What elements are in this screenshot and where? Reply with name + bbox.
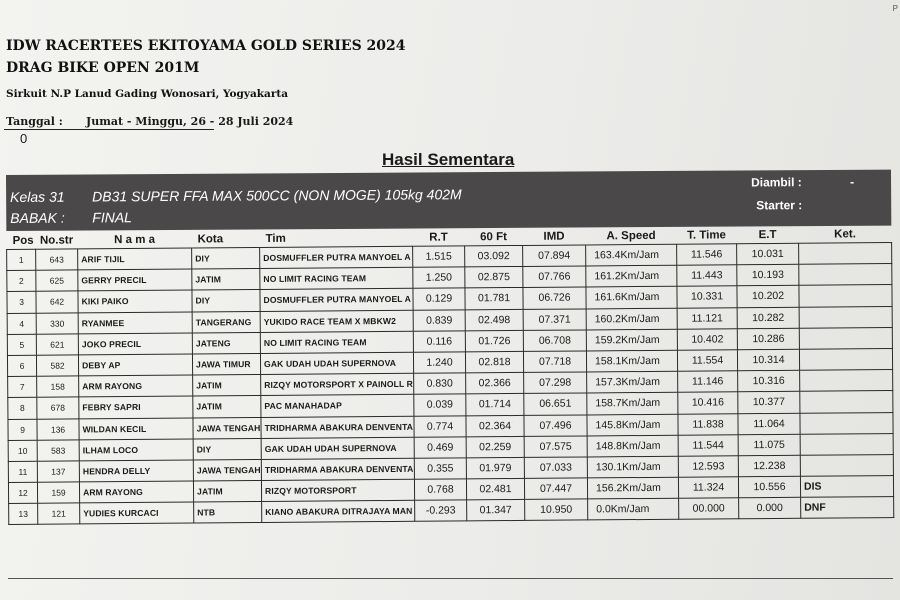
cell-start-number: 583 [37, 440, 79, 462]
cell-60ft: 03.092 [465, 245, 523, 267]
cell-note [799, 243, 892, 265]
cell-imd: 07.033 [524, 457, 587, 479]
cell-reaction-time: 0.116 [413, 331, 465, 353]
cell-team: RIZQY MOTORSPORT [261, 479, 414, 501]
results-body [7, 243, 894, 525]
cell-city: TANGERANG [192, 311, 260, 333]
cell-60ft: 01.726 [465, 330, 523, 352]
cell-rider-name: GERRY PRECIL [78, 269, 192, 291]
date-underline [4, 129, 214, 130]
cell-imd: 07.496 [524, 414, 587, 436]
cell-team: TRIDHARMA ABAKURA DENVENTA [261, 458, 414, 480]
cell-60ft: 02.259 [466, 436, 524, 458]
cell-imd: 07.447 [524, 478, 587, 500]
cell-elapsed-time: 10.314 [737, 349, 799, 371]
cell-60ft: 02.481 [466, 478, 524, 500]
cell-reaction-time: 0.830 [414, 373, 466, 395]
cell-elapsed-time: 10.031 [737, 243, 799, 265]
kelas-label: Kelas 31 [10, 188, 65, 205]
cell-team: NO LIMIT RACING TEAM [260, 267, 413, 289]
cell-rider-name: DEBY AP [78, 354, 192, 376]
cell-60ft: 01.979 [466, 457, 524, 479]
cell-pos: 2 [7, 270, 36, 291]
cell-total-time: 11.554 [677, 350, 737, 372]
babak-label: BABAK : [10, 209, 65, 226]
cell-total-time: 10.416 [678, 392, 738, 414]
col-header: N a m a [114, 233, 156, 247]
col-header: No.str [39, 234, 74, 247]
cell-elapsed-time: 10.202 [737, 286, 799, 308]
cell-start-number: 136 [37, 418, 79, 440]
cell-start-number: 678 [37, 397, 79, 419]
cell-imd: 07.718 [523, 351, 586, 373]
cell-city: DIY [193, 438, 261, 460]
cell-pos: 6 [7, 355, 36, 376]
cell-city: JATIM [193, 481, 261, 503]
cell-team: KIANO ABAKURA DITRAJAYA MAN [262, 501, 415, 523]
cell-60ft: 02.364 [466, 415, 524, 437]
cell-pos: 9 [8, 419, 37, 440]
cell-city: DIY [192, 248, 260, 270]
cell-elapsed-time: 10.316 [738, 370, 800, 392]
cell-start-number: 621 [36, 334, 78, 356]
cell-speed: 148.8Km/Jam [587, 435, 678, 457]
corner-mark: P [892, 4, 898, 13]
cell-team: PAC MANAHADAP [261, 395, 414, 417]
cell-note [799, 285, 892, 307]
cell-60ft: 02.818 [465, 351, 523, 373]
cell-reaction-time: 0.469 [414, 437, 466, 459]
col-header: Pos [12, 234, 34, 247]
cell-rider-name: FEBRY SAPRI [79, 396, 193, 418]
cell-rider-name: HENDRA DELLY [79, 460, 193, 482]
cell-speed: 0.0Km/Jam [588, 498, 679, 520]
results-table [6, 226, 894, 525]
page-title: Hasil Sementara [382, 150, 515, 169]
cell-team: GAK UDAH UDAH SUPERNOVA [260, 352, 413, 374]
cell-speed: 145.8Km/Jam [587, 414, 678, 436]
cell-speed: 130.1Km/Jam [587, 456, 678, 478]
cell-rider-name: KIKI PAIKO [78, 290, 192, 312]
cell-note [800, 412, 893, 434]
cell-reaction-time: 0.768 [414, 479, 466, 501]
diambil-value: - [850, 174, 855, 189]
col-header: Tim [265, 232, 286, 245]
cell-elapsed-time: 0.000 [739, 498, 801, 520]
cell-total-time: 11.324 [678, 477, 738, 499]
cell-city: JAWA TENGAH [193, 417, 261, 439]
cell-60ft: 02.366 [466, 373, 524, 395]
cell-pos: 7 [8, 376, 37, 397]
col-header: Ket. [834, 228, 856, 241]
cell-rider-name: YUDIES KURCACI [80, 502, 194, 524]
cell-team: DOSMUFFLER PUTRA MANYOEL A [260, 246, 413, 268]
event-subtitle: DRAG BIKE OPEN 201M [6, 60, 200, 76]
cell-note [799, 264, 892, 286]
cell-pos: 10 [8, 440, 37, 461]
cell-city: JATIM [193, 375, 261, 397]
cell-elapsed-time: 10.286 [737, 328, 799, 350]
cell-60ft: 01.714 [466, 394, 524, 416]
cell-reaction-time: 1.250 [413, 267, 465, 289]
event-title: IDW RACERTEES EKITOYAMA GOLD SERIES 2024 [6, 38, 406, 54]
cell-elapsed-time: 12.238 [738, 455, 800, 477]
cell-rider-name: ARIF TIJIL [78, 248, 192, 270]
cell-speed: 163.4Km/Jam [586, 244, 677, 266]
cell-start-number: 642 [36, 291, 78, 313]
cell-total-time: 10.402 [677, 329, 737, 351]
cell-start-number: 121 [38, 503, 80, 525]
cell-city: JAWA TIMUR [192, 353, 260, 375]
cell-team: GAK UDAH UDAH SUPERNOVA [261, 437, 414, 459]
cell-note: DNF [801, 497, 894, 519]
cell-pos: 8 [8, 398, 37, 419]
col-header: E.T [758, 228, 777, 242]
cell-60ft: 01.781 [465, 288, 523, 310]
col-header: A. Speed [606, 229, 656, 243]
cell-team: TRIDHARMA ABAKURA DENVENTA [261, 416, 414, 438]
cell-imd: 06.651 [524, 393, 587, 415]
cell-note [800, 370, 893, 392]
cell-reaction-time: 1.515 [413, 246, 465, 268]
cell-60ft: 01.347 [467, 500, 525, 522]
cell-start-number: 158 [37, 376, 79, 398]
cell-reaction-time: 0.039 [414, 394, 466, 416]
cell-pos: 3 [7, 292, 36, 313]
cell-team: YUKIDO RACE TEAM X MBKW2 [260, 310, 413, 332]
cell-imd: 07.371 [523, 309, 586, 331]
date-value: Jumat - Minggu, 26 - 28 Juli 2024 [86, 115, 294, 128]
cell-rider-name: ARM RAYONG [79, 481, 193, 503]
babak-value: FINAL [92, 209, 132, 226]
cell-elapsed-time: 10.377 [738, 392, 800, 414]
cell-elapsed-time: 10.282 [737, 307, 799, 329]
cell-imd: 07.575 [524, 436, 587, 458]
cell-pos: 4 [7, 313, 36, 334]
cell-start-number: 137 [37, 461, 79, 483]
cell-note [800, 454, 893, 476]
cell-speed: 159.2Km/Jam [586, 329, 677, 351]
cell-imd: 07.298 [524, 372, 587, 394]
cell-city: JATENG [192, 332, 260, 354]
cell-rider-name: RYANMEE [78, 312, 192, 334]
cell-pos: 13 [9, 504, 38, 525]
cell-city: JAWA TENGAH [193, 459, 261, 481]
cell-reaction-time: 0.129 [413, 288, 465, 310]
cell-imd: 07.894 [523, 245, 586, 267]
cell-city: DIY [192, 290, 260, 312]
col-header: IMD [543, 230, 565, 243]
cell-imd: 10.950 [525, 499, 588, 521]
cell-total-time: 11.838 [678, 413, 738, 435]
cell-reaction-time: 0.355 [414, 458, 466, 480]
cell-note [800, 391, 893, 413]
cell-team: NO LIMIT RACING TEAM [260, 331, 413, 353]
cell-city: JATIM [193, 396, 261, 418]
cell-reaction-time: -0.293 [415, 500, 467, 522]
cell-team: DOSMUFFLER PUTRA MANYOEL A [260, 289, 413, 311]
cell-start-number: 330 [36, 312, 78, 334]
cell-speed: 160.2Km/Jam [586, 308, 677, 330]
cell-speed: 161.6Km/Jam [586, 287, 677, 309]
cell-start-number: 643 [36, 249, 78, 271]
cell-total-time: 11.146 [678, 371, 738, 393]
cell-note [799, 327, 892, 349]
cell-note [800, 433, 893, 455]
cell-elapsed-time: 11.064 [738, 413, 800, 435]
col-header: T. Time [687, 229, 726, 242]
cell-speed: 156.2Km/Jam [587, 477, 678, 499]
cell-reaction-time: 0.839 [413, 309, 465, 331]
cell-imd: 06.726 [523, 287, 586, 309]
cell-elapsed-time: 10.556 [738, 476, 800, 498]
cell-total-time: 11.544 [678, 434, 738, 456]
cell-elapsed-time: 11.075 [738, 434, 800, 456]
cell-imd: 06.708 [523, 330, 586, 352]
bottom-rule [8, 578, 893, 579]
cell-start-number: 159 [37, 482, 79, 504]
cell-reaction-time: 1.240 [413, 352, 465, 374]
cell-reaction-time: 0.774 [414, 415, 466, 437]
cell-elapsed-time: 10.193 [737, 264, 799, 286]
date-label: Tanggal : [6, 115, 63, 128]
cell-total-time: 12.593 [678, 456, 738, 478]
cell-total-time: 00.000 [679, 498, 739, 520]
cell-speed: 158.1Km/Jam [586, 350, 677, 372]
starter-label: Starter : [756, 198, 803, 213]
cell-speed: 157.3Km/Jam [587, 371, 678, 393]
cell-rider-name: WILDAN KECIL [79, 418, 193, 440]
cell-rider-name: ARM RAYONG [79, 375, 193, 397]
cell-start-number: 625 [36, 270, 78, 292]
cell-team: RIZQY MOTORSPORT X PAINOLL R [261, 373, 414, 395]
cell-60ft: 02.875 [465, 267, 523, 289]
results-table-wrap [6, 226, 893, 525]
cell-pos: 12 [8, 482, 37, 503]
cell-pos: 11 [8, 461, 37, 482]
cell-note [799, 306, 892, 328]
col-header: Kota [197, 233, 224, 246]
cell-speed: 158.7Km/Jam [587, 393, 678, 415]
cell-note: DIS [800, 476, 893, 498]
cell-start-number: 582 [36, 355, 78, 377]
cell-city: JATIM [192, 269, 260, 291]
cell-total-time: 11.121 [677, 307, 737, 329]
cell-imd: 07.766 [523, 266, 586, 288]
cell-rider-name: JOKO PRECIL [78, 333, 192, 355]
cell-note [799, 348, 892, 370]
event-date [6, 115, 293, 128]
cell-total-time: 10.331 [677, 286, 737, 308]
cell-total-time: 11.546 [677, 244, 737, 266]
class-band [6, 170, 891, 231]
cell-speed: 161.2Km/Jam [586, 265, 677, 287]
col-header: R.T [429, 231, 448, 244]
zero-mark: 0 [20, 131, 28, 146]
cell-total-time: 11.443 [677, 265, 737, 287]
event-venue: Sirkuit N.P Lanud Gading Wonosari, Yogyakarta [6, 88, 289, 100]
kelas-value: DB31 SUPER FFA MAX 500CC (NON MOGE) 105kg 402M [92, 186, 462, 205]
cell-pos: 5 [7, 334, 36, 355]
diambil-label: Diambil : [751, 175, 802, 190]
cell-city: NTB [194, 502, 262, 524]
cell-pos: 1 [7, 249, 36, 270]
col-header: 60 Ft [480, 231, 508, 244]
cell-60ft: 02.498 [465, 309, 523, 331]
cell-rider-name: ILHAM LOCO [79, 439, 193, 461]
